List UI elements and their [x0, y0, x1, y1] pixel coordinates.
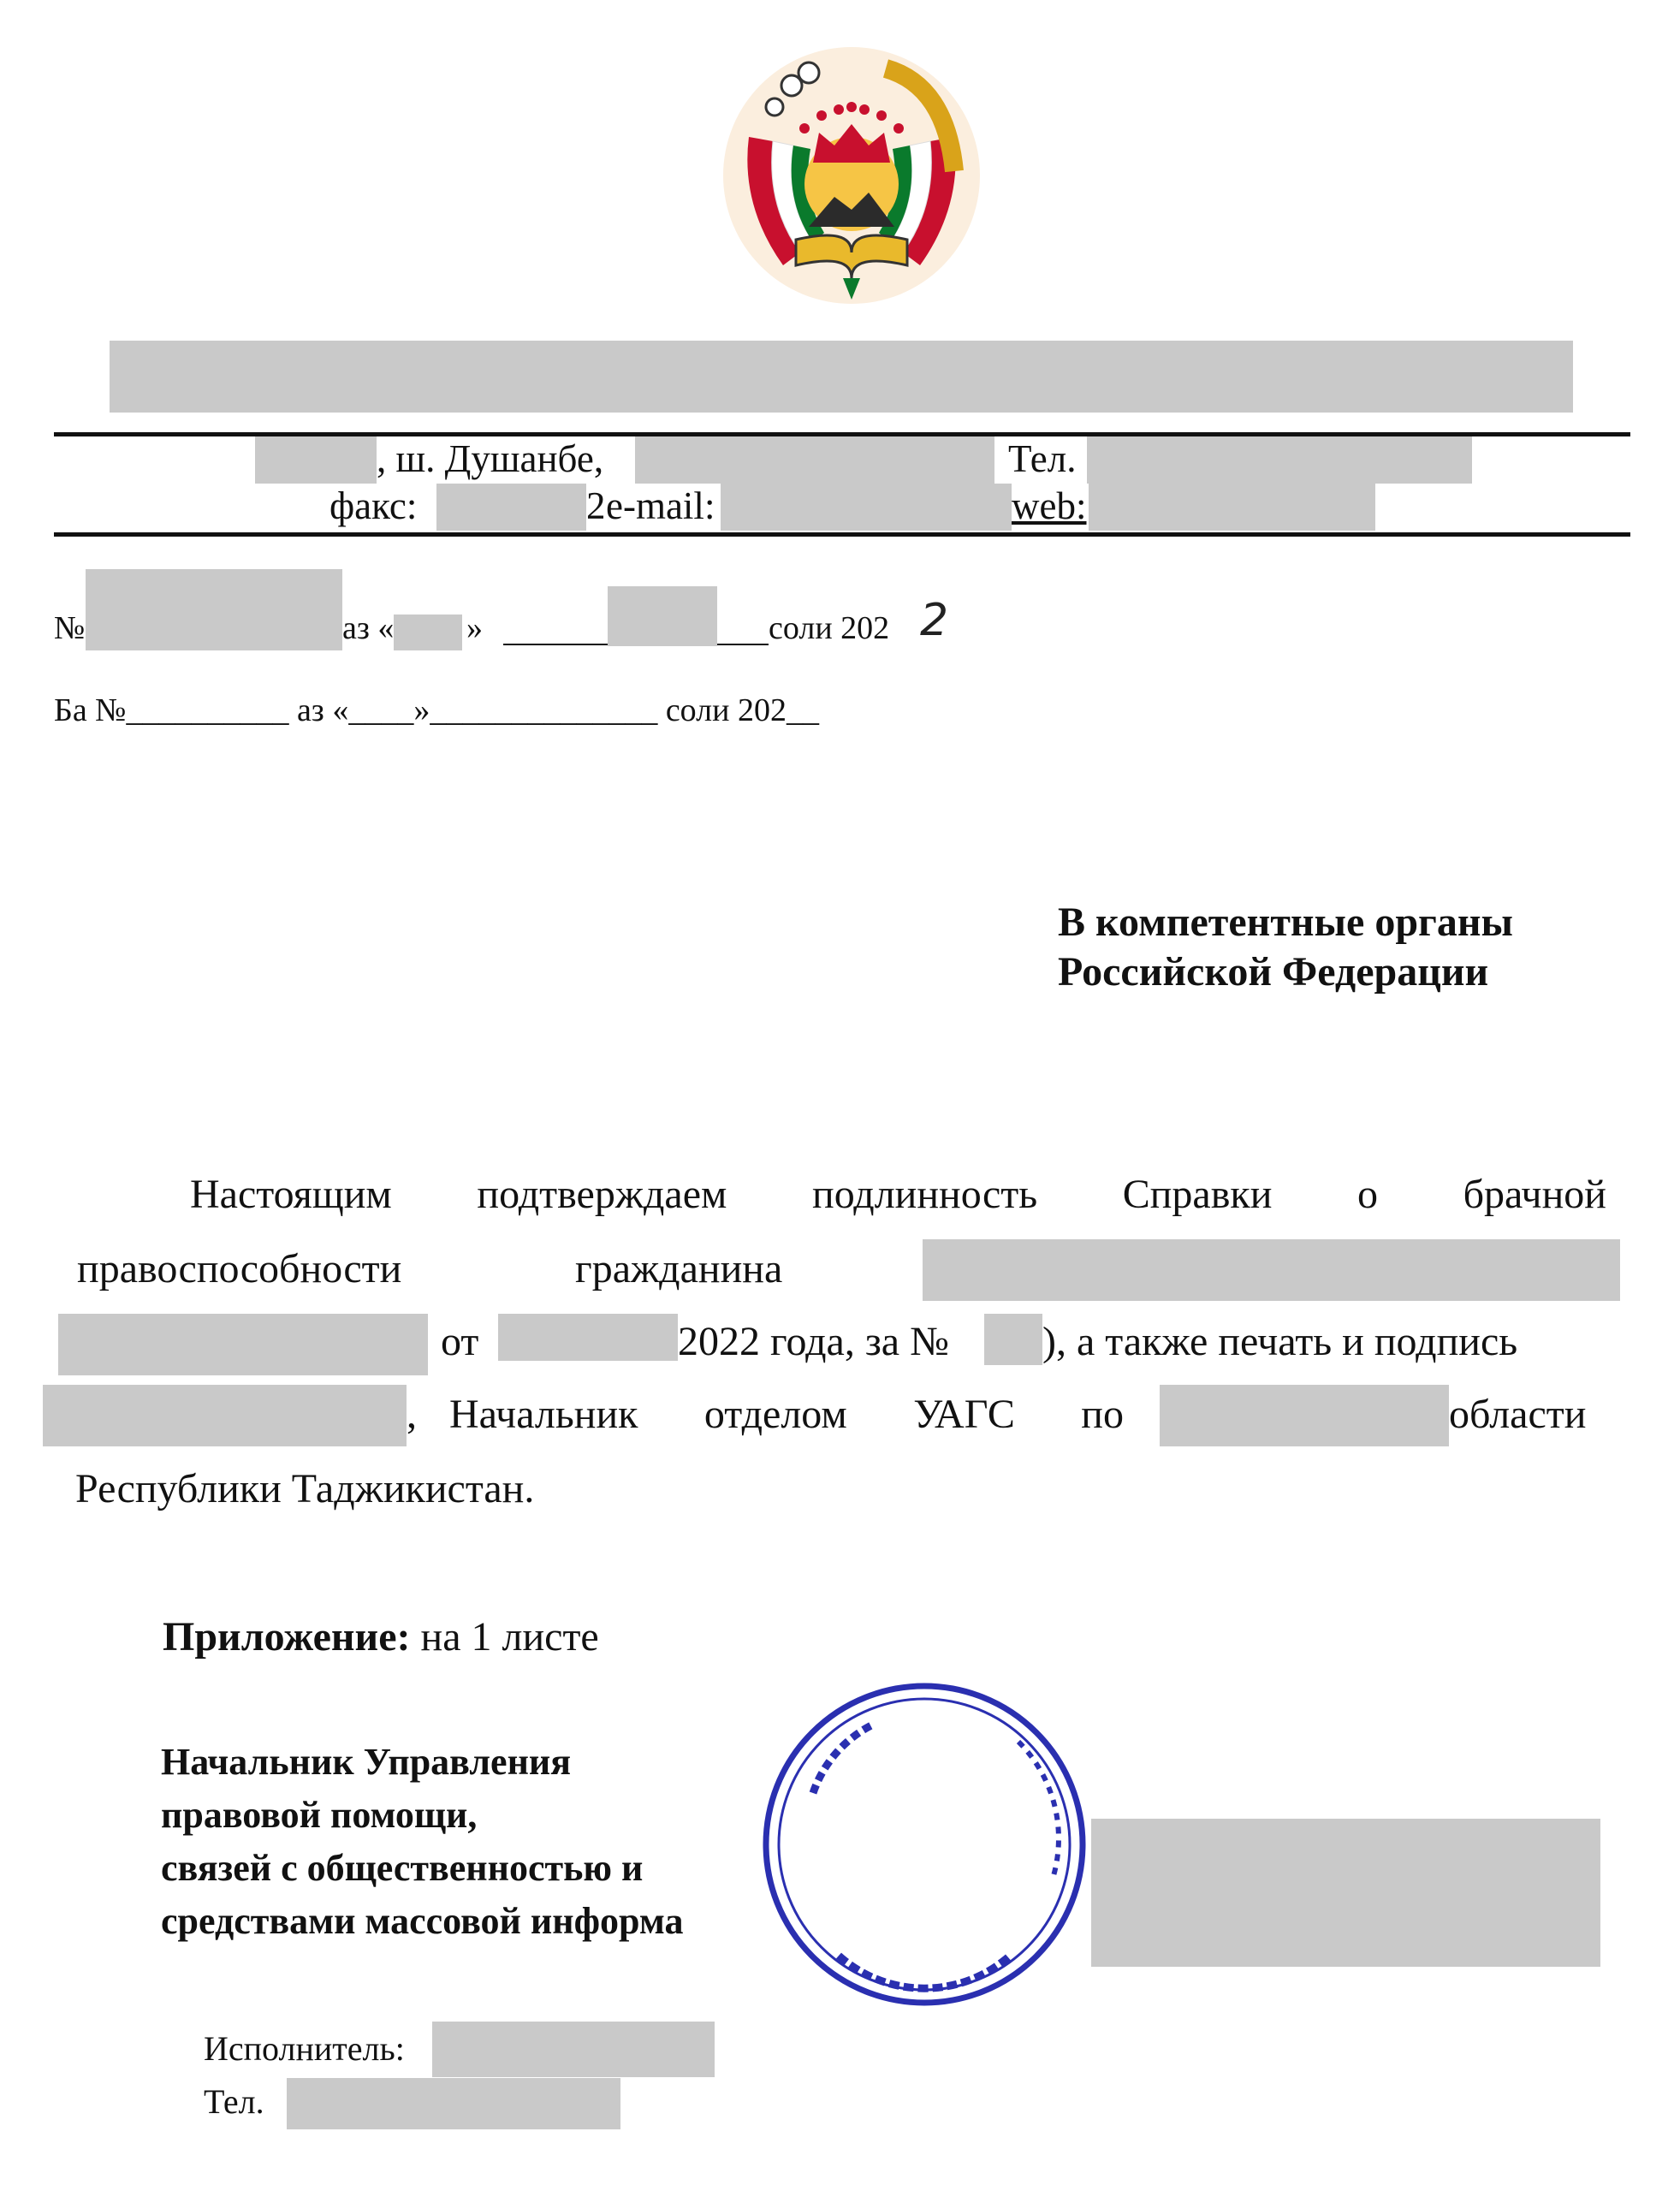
ref-line-2: Ба №__________ аз «____»______________ соли 202__: [54, 692, 819, 728]
web-redacted: [1089, 484, 1375, 531]
body-line-2-word: гражданина: [575, 1246, 783, 1291]
ref-no-label: №: [54, 610, 86, 646]
body-word: Начальник: [449, 1392, 638, 1437]
ref-month-redacted: [608, 586, 717, 646]
body-word: Настоящим: [190, 1172, 392, 1217]
tel-redacted: [1087, 436, 1472, 484]
web-label: web:: [1012, 484, 1087, 527]
body-line-1: [190, 1171, 1606, 1218]
cert-date-redacted: [498, 1314, 678, 1361]
addressee-line-2: Российской Федерации: [1058, 949, 1489, 995]
body-word: УАГС: [913, 1392, 1015, 1437]
body-word: отделом: [703, 1392, 847, 1437]
citizen-name-redacted: [923, 1239, 1620, 1301]
coat-of-arms-icon: [715, 34, 988, 308]
addressee-line-1: В компетентные органы: [1058, 900, 1513, 945]
body-line-2-start: правоспособности: [77, 1246, 402, 1291]
region-redacted: [1160, 1385, 1449, 1446]
body-line-4-words: [449, 1391, 1124, 1438]
body-word: подтверждаем: [477, 1172, 727, 1217]
ref-quote-close: »: [466, 610, 483, 646]
fax-tail: 2: [586, 484, 606, 527]
official-seal-icon: [753, 1673, 1095, 2016]
executor-name-redacted: [432, 2022, 715, 2077]
ref-day-redacted: [394, 615, 462, 650]
email-redacted: [721, 484, 1012, 531]
executor-tel-redacted: [287, 2078, 620, 2129]
body-line-4-end: области: [1449, 1392, 1587, 1437]
body-word: Справки: [1122, 1172, 1273, 1217]
ref-az: аз «: [342, 610, 395, 646]
header-rule-bottom: [54, 532, 1630, 537]
cert-number-redacted: [984, 1314, 1042, 1365]
appendix: [163, 1613, 599, 1660]
signature-block: [161, 1736, 790, 1948]
fax-label: факс:: [329, 484, 418, 527]
body-word: о: [1357, 1172, 1379, 1217]
ref-number-redacted: [86, 569, 342, 650]
executor-tel-label: Тел.: [204, 2082, 264, 2121]
street-redacted: [635, 436, 994, 484]
signature-line-3: связей с общественностью и: [161, 1847, 644, 1889]
official-name-redacted: [43, 1385, 407, 1446]
signature-line-1: Начальник Управления: [161, 1741, 572, 1783]
ref-soli: соли 202: [769, 610, 890, 646]
body-line-5: Республики Таджикистан.: [75, 1466, 535, 1511]
executor-label: Исполнитель:: [204, 2029, 405, 2068]
body-line-3-year: 2022 года, за №: [678, 1319, 949, 1364]
body-line-4-comma: ,: [407, 1392, 417, 1437]
citizen-surname-redacted: [58, 1314, 428, 1375]
body-line-3-tail: ), а также печать и подпись: [1042, 1319, 1518, 1364]
address-redacted: [255, 436, 377, 484]
body-word: подлинность: [812, 1172, 1038, 1217]
signature-line-2: правовой помощи,: [161, 1794, 478, 1836]
address-city: , ш. Душанбе,: [377, 437, 604, 480]
body-word: по: [1081, 1392, 1124, 1437]
organization-name-redacted: [110, 341, 1573, 413]
fax-redacted: [436, 484, 586, 531]
appendix-value: на 1 листе: [420, 1614, 599, 1660]
appendix-label: Приложение:: [163, 1614, 411, 1660]
tel-label: Тел.: [1008, 437, 1077, 480]
signatory-name-redacted: [1091, 1819, 1600, 1967]
body-word: брачной: [1463, 1172, 1606, 1217]
email-label: e-mail:: [606, 484, 715, 527]
ref-year-handwritten: 2: [920, 595, 949, 646]
signature-line-4: средствами массовой информа: [161, 1900, 684, 1942]
body-line-3-ot: от: [441, 1319, 479, 1364]
